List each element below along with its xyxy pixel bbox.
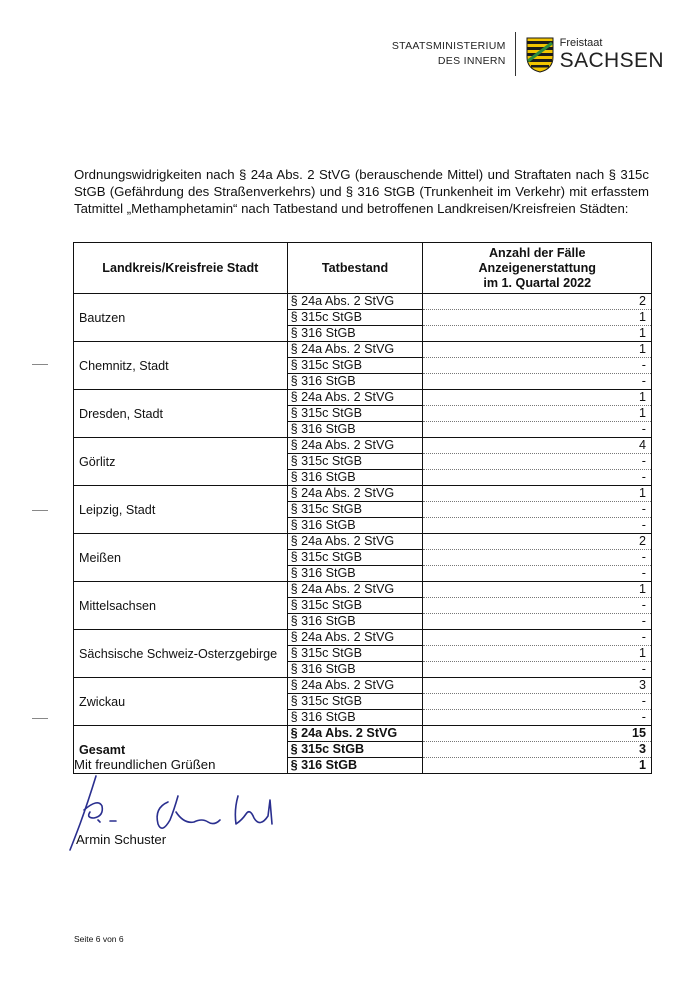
- fold-mark: [32, 364, 48, 365]
- offense-label: § 24a Abs. 2 StVG: [288, 294, 423, 310]
- offense-label: § 315c StGB: [288, 454, 423, 470]
- offense-list: [287, 438, 423, 486]
- case-count: -: [423, 694, 651, 710]
- district-name: Dresden, Stadt: [74, 390, 288, 438]
- case-count: -: [641, 374, 646, 388]
- offense-label: § 316 StGB: [290, 374, 356, 388]
- offense-label: § 316 StGB: [290, 710, 356, 724]
- table-header-row: [74, 243, 652, 294]
- district-name: Sächsische Schweiz-Osterzgebirge: [74, 630, 288, 678]
- offense-label: § 315c StGB: [288, 550, 423, 566]
- offense-label: § 316 StGB: [290, 758, 358, 772]
- case-count: -: [641, 566, 646, 580]
- offense-label: § 316 StGB: [290, 326, 356, 340]
- table-row: [74, 486, 652, 534]
- offense-label: § 24a Abs. 2 StVG: [288, 534, 423, 550]
- district-name: Leipzig, Stadt: [74, 486, 288, 534]
- case-count: 1: [423, 406, 651, 422]
- case-count: 1: [638, 758, 646, 772]
- header-count: [423, 243, 652, 294]
- offense-label: § 316 StGB: [290, 470, 356, 484]
- case-count: 1: [423, 646, 651, 662]
- case-count: 2: [423, 534, 651, 550]
- table-row: [74, 438, 652, 486]
- case-count: 15: [423, 726, 651, 742]
- count-list: [423, 438, 652, 486]
- offense-label: § 24a Abs. 2 StVG: [288, 630, 423, 646]
- offense-label: § 315c StGB: [288, 646, 423, 662]
- case-count: 3: [423, 742, 651, 758]
- offense-list: [287, 486, 423, 534]
- offense-list: [287, 582, 423, 630]
- table-row: [74, 582, 652, 630]
- table-row: [74, 534, 652, 582]
- header-district: Landkreis/Kreisfreie Stadt: [74, 243, 288, 294]
- offense-label: § 315c StGB: [288, 310, 423, 326]
- case-count: 2: [423, 294, 651, 310]
- offense-list: [287, 390, 423, 438]
- fold-mark: [32, 718, 48, 719]
- district-name: Zwickau: [74, 678, 288, 726]
- ministry-line-2: DES INNERN: [437, 55, 506, 67]
- offense-label: § 316 StGB: [290, 614, 356, 628]
- count-list: [423, 342, 652, 390]
- offense-label: § 24a Abs. 2 StVG: [288, 438, 423, 454]
- case-count: -: [641, 614, 646, 628]
- offense-label: § 316 StGB: [290, 422, 356, 436]
- offense-label: § 24a Abs. 2 StVG: [288, 726, 423, 742]
- count-list: [423, 726, 652, 774]
- district-name: Görlitz: [74, 438, 288, 486]
- table-row: [74, 342, 652, 390]
- ministry-line-1: STAATSMINISTERIUM: [391, 40, 506, 52]
- case-count: -: [641, 710, 646, 724]
- intro-paragraph: Ordnungswidrigkeiten nach § 24a Abs. 2 StVG (berauschende Mittel) und Straftaten nach § 315c StGB (Gefährdung des Straßenverkehrs) und § 316 StGB (Trunkenheit im Verkehr) mit erfasstem Tatmittel „Methamphetamin“ nach Tatbestand und betroffenen Landkreisen/Kreisfreien Städten:: [74, 167, 649, 216]
- offense-label: § 24a Abs. 2 StVG: [288, 390, 423, 406]
- case-count: -: [641, 662, 646, 676]
- case-count: 4: [423, 438, 651, 454]
- case-count: 1: [423, 582, 651, 598]
- district-name: Bautzen: [74, 294, 288, 342]
- offense-label: § 24a Abs. 2 StVG: [288, 678, 423, 694]
- header-offense: Tatbestand: [287, 243, 423, 294]
- count-list: [423, 678, 652, 726]
- case-count: -: [423, 630, 651, 646]
- brand-wordmark: [560, 38, 664, 71]
- case-count: 1: [423, 310, 651, 326]
- page-number: Seite 6 von 6: [74, 934, 124, 944]
- district-name: Chemnitz, Stadt: [74, 342, 288, 390]
- offense-label: § 315c StGB: [288, 502, 423, 518]
- brand-freistaat: Freistaat: [559, 36, 603, 49]
- count-list: [423, 582, 652, 630]
- case-count: -: [423, 358, 651, 374]
- offense-table: [73, 242, 652, 774]
- count-list: [423, 486, 652, 534]
- offense-label: § 24a Abs. 2 StVG: [288, 486, 423, 502]
- offense-list: [287, 534, 423, 582]
- offense-list: [287, 678, 423, 726]
- signer-name: Armin Schuster: [76, 832, 167, 847]
- count-list: [423, 390, 652, 438]
- case-count: 1: [638, 326, 646, 340]
- case-count: -: [423, 502, 651, 518]
- header-count-line-3: im 1. Quartal 2022: [483, 275, 592, 290]
- case-count: -: [423, 550, 651, 566]
- offense-label: § 315c StGB: [288, 406, 423, 422]
- offense-label: § 315c StGB: [288, 694, 423, 710]
- case-count: 1: [423, 486, 651, 502]
- case-count: -: [641, 422, 646, 436]
- offense-label: § 315c StGB: [288, 358, 423, 374]
- offense-list: [287, 726, 423, 774]
- closing-text: Mit freundlichen Grüßen: [74, 757, 216, 772]
- offense-label: § 315c StGB: [288, 742, 423, 758]
- offense-label: § 24a Abs. 2 StVG: [288, 582, 423, 598]
- case-count: 3: [423, 678, 651, 694]
- offense-list: [287, 342, 423, 390]
- count-list: [423, 630, 652, 678]
- fold-mark: [32, 510, 48, 511]
- table-row: [74, 294, 652, 342]
- case-count: -: [641, 518, 646, 532]
- case-count: 1: [423, 390, 651, 406]
- offense-label: § 316 StGB: [290, 518, 356, 532]
- total-label: Gesamt: [74, 726, 288, 774]
- case-count: -: [423, 454, 651, 470]
- brand-sachsen: SACHSEN: [559, 48, 664, 72]
- header-count-line-2: Anzeigenerstattung: [478, 260, 597, 275]
- letterhead: [392, 30, 664, 78]
- offense-list: [287, 294, 423, 342]
- saxony-coat-of-arms-icon: [525, 35, 555, 73]
- offense-label: § 316 StGB: [290, 566, 356, 580]
- case-count: -: [641, 470, 646, 484]
- offense-label: § 316 StGB: [290, 662, 356, 676]
- district-name: Meißen: [74, 534, 288, 582]
- table-row: [74, 390, 652, 438]
- ministry-name: [392, 32, 516, 76]
- district-name: Mittelsachsen: [74, 582, 288, 630]
- offense-list: [287, 630, 423, 678]
- count-list: [423, 534, 652, 582]
- table-row: [74, 630, 652, 678]
- count-list: [423, 294, 652, 342]
- offense-label: § 24a Abs. 2 StVG: [288, 342, 423, 358]
- case-count: 1: [423, 342, 651, 358]
- header-count-line-1: Anzahl der Fälle: [488, 245, 586, 260]
- offense-label: § 315c StGB: [288, 598, 423, 614]
- case-count: -: [423, 598, 651, 614]
- table-row: [74, 678, 652, 726]
